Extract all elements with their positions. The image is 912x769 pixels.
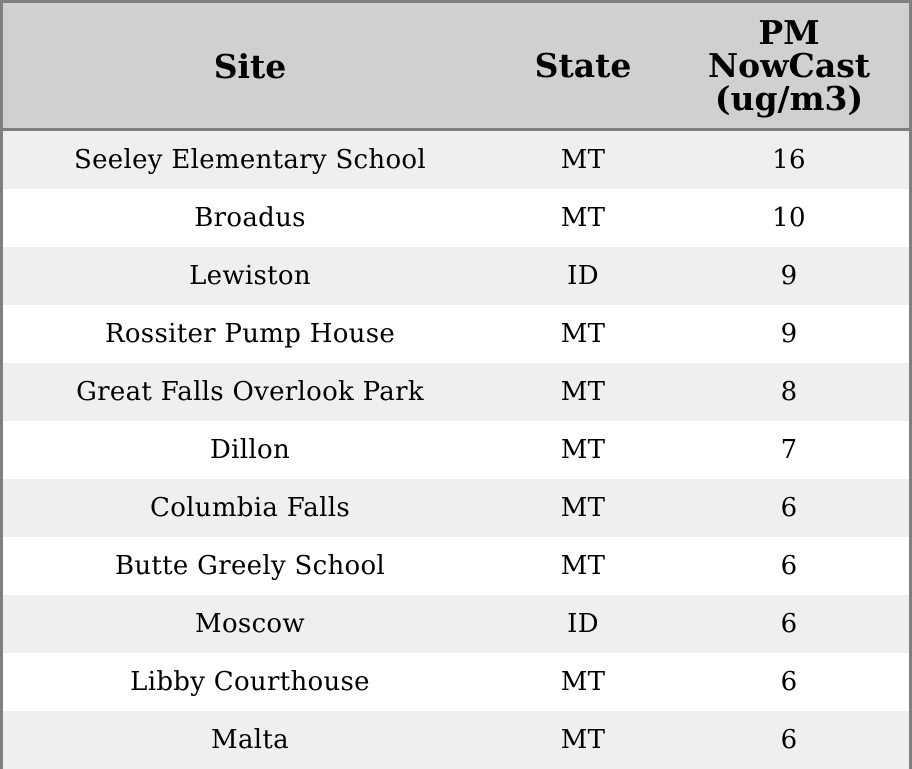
table-row	[3, 189, 909, 247]
site-cell: Dillon	[210, 435, 290, 465]
state-cell: MT	[560, 319, 606, 349]
column-header-site: Site	[213, 47, 287, 86]
site-cell: Broadus	[194, 203, 306, 233]
pm-value-cell: 8	[780, 377, 798, 407]
state-cell: MT	[560, 667, 606, 697]
site-cell: Great Falls Overlook Park	[76, 377, 424, 407]
state-cell: MT	[560, 435, 606, 465]
column-header-pm-nowcast-label: PM NowCast (ug/m3)	[707, 13, 871, 118]
state-cell: MT	[560, 203, 606, 233]
site-cell: Lewiston	[189, 261, 311, 291]
pm-value-cell: 9	[780, 261, 798, 291]
column-header-state: State	[534, 46, 632, 85]
table-body	[3, 131, 909, 769]
pm-value-cell: 10	[772, 203, 806, 233]
pm-value-cell: 6	[780, 667, 798, 697]
site-cell: Malta	[211, 725, 289, 755]
table-row	[3, 131, 909, 189]
table-row	[3, 479, 909, 537]
table-row	[3, 305, 909, 363]
table-row	[3, 537, 909, 595]
pm-value-cell: 7	[780, 435, 798, 465]
table-row	[3, 711, 909, 769]
pm-value-cell: 6	[780, 493, 798, 523]
table-row	[3, 653, 909, 711]
site-cell: Moscow	[195, 609, 305, 639]
pm-value-cell: 6	[780, 609, 798, 639]
table-row	[3, 363, 909, 421]
pm-value-cell: 6	[780, 725, 798, 755]
table-header-row	[3, 3, 909, 131]
pm-value-cell: 9	[780, 319, 798, 349]
table-row	[3, 595, 909, 653]
pm-value-cell: 16	[772, 145, 806, 175]
table-row	[3, 421, 909, 479]
pm-value-cell: 6	[780, 551, 798, 581]
state-cell: ID	[567, 261, 599, 291]
state-cell: ID	[567, 609, 599, 639]
state-cell: MT	[560, 145, 606, 175]
site-cell: Libby Courthouse	[130, 667, 370, 697]
state-cell: MT	[560, 725, 606, 755]
column-header-pm-nowcast	[669, 3, 909, 128]
state-cell: MT	[560, 551, 606, 581]
state-cell: MT	[560, 377, 606, 407]
table-row	[3, 247, 909, 305]
site-cell: Butte Greely School	[114, 551, 386, 581]
state-cell: MT	[560, 493, 606, 523]
site-cell: Columbia Falls	[150, 493, 350, 523]
site-cell: Seeley Elementary School	[74, 145, 426, 175]
site-cell: Rossiter Pump House	[104, 319, 396, 349]
